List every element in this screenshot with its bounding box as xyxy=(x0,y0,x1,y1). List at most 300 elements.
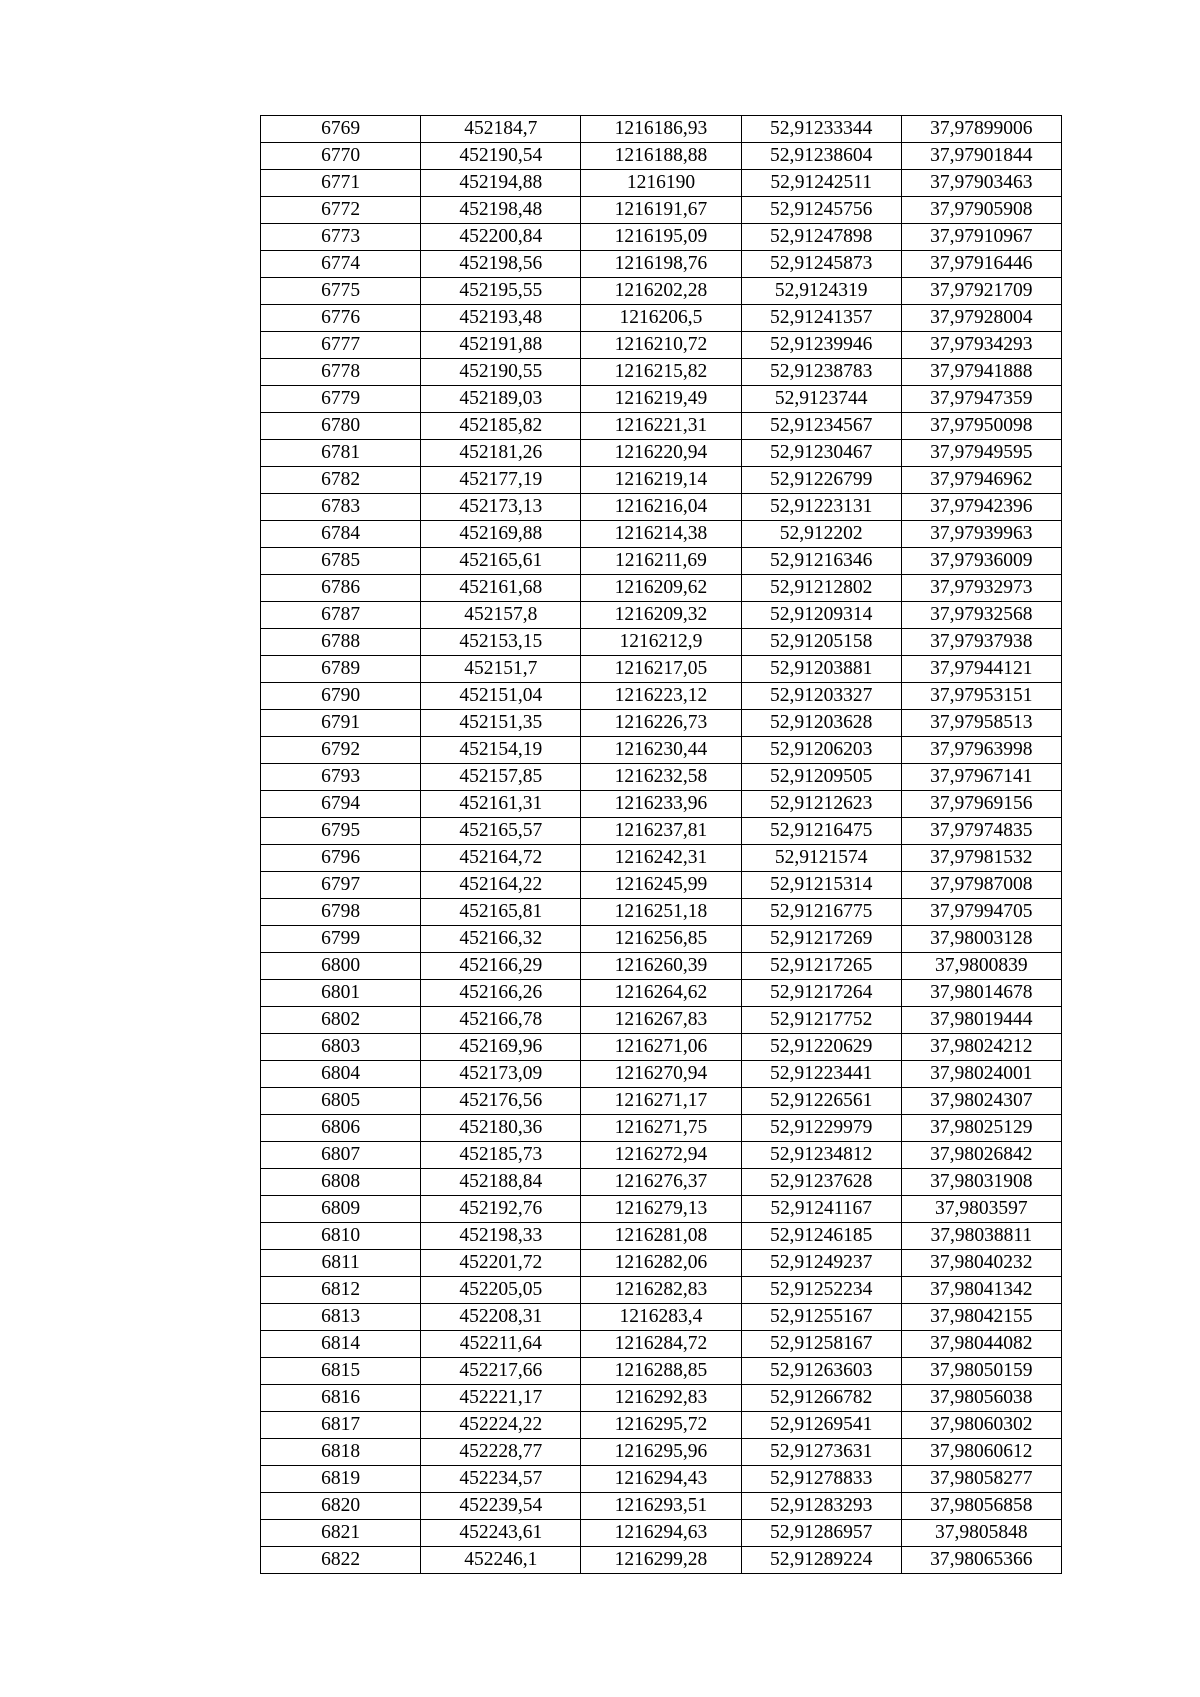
table-row xyxy=(261,980,1062,1007)
latitude-cell: 52,91220629 xyxy=(741,1034,901,1061)
latitude-cell: 52,91203327 xyxy=(741,683,901,710)
x-coordinate-cell: 452169,96 xyxy=(421,1034,581,1061)
latitude-cell: 52,91263603 xyxy=(741,1358,901,1385)
x-coordinate-cell: 452177,19 xyxy=(421,467,581,494)
table-row xyxy=(261,1520,1062,1547)
latitude-cell: 52,91234812 xyxy=(741,1142,901,1169)
point-number-cell: 6802 xyxy=(261,1007,421,1034)
longitude-cell: 37,98024212 xyxy=(901,1034,1061,1061)
table-row xyxy=(261,1277,1062,1304)
latitude-cell: 52,91216346 xyxy=(741,548,901,575)
table-row xyxy=(261,521,1062,548)
latitude-cell: 52,91245873 xyxy=(741,251,901,278)
table-row xyxy=(261,1358,1062,1385)
longitude-cell: 37,9805848 xyxy=(901,1520,1061,1547)
longitude-cell: 37,97953151 xyxy=(901,683,1061,710)
x-coordinate-cell: 452194,88 xyxy=(421,170,581,197)
point-number-cell: 6774 xyxy=(261,251,421,278)
y-coordinate-cell: 1216190 xyxy=(581,170,741,197)
y-coordinate-cell: 1216294,43 xyxy=(581,1466,741,1493)
longitude-cell: 37,97981532 xyxy=(901,845,1061,872)
point-number-cell: 6780 xyxy=(261,413,421,440)
longitude-cell: 37,97903463 xyxy=(901,170,1061,197)
x-coordinate-cell: 452185,73 xyxy=(421,1142,581,1169)
point-number-cell: 6797 xyxy=(261,872,421,899)
x-coordinate-cell: 452165,57 xyxy=(421,818,581,845)
latitude-cell: 52,91206203 xyxy=(741,737,901,764)
latitude-cell: 52,91223131 xyxy=(741,494,901,521)
x-coordinate-cell: 452239,54 xyxy=(421,1493,581,1520)
longitude-cell: 37,98031908 xyxy=(901,1169,1061,1196)
table-row xyxy=(261,1196,1062,1223)
x-coordinate-cell: 452180,36 xyxy=(421,1115,581,1142)
y-coordinate-cell: 1216276,37 xyxy=(581,1169,741,1196)
latitude-cell: 52,91217265 xyxy=(741,953,901,980)
table-row xyxy=(261,1115,1062,1142)
longitude-cell: 37,98014678 xyxy=(901,980,1061,1007)
y-coordinate-cell: 1216232,58 xyxy=(581,764,741,791)
latitude-cell: 52,9123744 xyxy=(741,386,901,413)
table-row xyxy=(261,1439,1062,1466)
table-row xyxy=(261,1466,1062,1493)
x-coordinate-cell: 452164,72 xyxy=(421,845,581,872)
point-number-cell: 6822 xyxy=(261,1547,421,1574)
table-row xyxy=(261,1493,1062,1520)
point-number-cell: 6777 xyxy=(261,332,421,359)
longitude-cell: 37,98044082 xyxy=(901,1331,1061,1358)
coordinates-table-body xyxy=(261,116,1062,1574)
point-number-cell: 6790 xyxy=(261,683,421,710)
longitude-cell: 37,98042155 xyxy=(901,1304,1061,1331)
x-coordinate-cell: 452154,19 xyxy=(421,737,581,764)
y-coordinate-cell: 1216211,69 xyxy=(581,548,741,575)
latitude-cell: 52,91241357 xyxy=(741,305,901,332)
longitude-cell: 37,98038811 xyxy=(901,1223,1061,1250)
table-row xyxy=(261,440,1062,467)
latitude-cell: 52,91234567 xyxy=(741,413,901,440)
longitude-cell: 37,97950098 xyxy=(901,413,1061,440)
point-number-cell: 6818 xyxy=(261,1439,421,1466)
latitude-cell: 52,9124319 xyxy=(741,278,901,305)
table-row xyxy=(261,1007,1062,1034)
latitude-cell: 52,91226561 xyxy=(741,1088,901,1115)
x-coordinate-cell: 452151,35 xyxy=(421,710,581,737)
longitude-cell: 37,97941888 xyxy=(901,359,1061,386)
longitude-cell: 37,98019444 xyxy=(901,1007,1061,1034)
y-coordinate-cell: 1216188,88 xyxy=(581,143,741,170)
longitude-cell: 37,98065366 xyxy=(901,1547,1061,1574)
point-number-cell: 6770 xyxy=(261,143,421,170)
latitude-cell: 52,91255167 xyxy=(741,1304,901,1331)
x-coordinate-cell: 452165,61 xyxy=(421,548,581,575)
x-coordinate-cell: 452151,04 xyxy=(421,683,581,710)
y-coordinate-cell: 1216295,96 xyxy=(581,1439,741,1466)
x-coordinate-cell: 452161,31 xyxy=(421,791,581,818)
table-row xyxy=(261,278,1062,305)
x-coordinate-cell: 452221,17 xyxy=(421,1385,581,1412)
latitude-cell: 52,91216475 xyxy=(741,818,901,845)
x-coordinate-cell: 452181,26 xyxy=(421,440,581,467)
point-number-cell: 6810 xyxy=(261,1223,421,1250)
latitude-cell: 52,91242511 xyxy=(741,170,901,197)
y-coordinate-cell: 1216220,94 xyxy=(581,440,741,467)
y-coordinate-cell: 1216284,72 xyxy=(581,1331,741,1358)
y-coordinate-cell: 1216294,63 xyxy=(581,1520,741,1547)
table-row xyxy=(261,1223,1062,1250)
latitude-cell: 52,91215314 xyxy=(741,872,901,899)
table-row xyxy=(261,332,1062,359)
latitude-cell: 52,91233344 xyxy=(741,116,901,143)
longitude-cell: 37,98040232 xyxy=(901,1250,1061,1277)
point-number-cell: 6778 xyxy=(261,359,421,386)
table-row xyxy=(261,602,1062,629)
table-row xyxy=(261,1547,1062,1574)
latitude-cell: 52,91258167 xyxy=(741,1331,901,1358)
table-row xyxy=(261,737,1062,764)
point-number-cell: 6779 xyxy=(261,386,421,413)
latitude-cell: 52,91269541 xyxy=(741,1412,901,1439)
point-number-cell: 6794 xyxy=(261,791,421,818)
longitude-cell: 37,97946962 xyxy=(901,467,1061,494)
y-coordinate-cell: 1216230,44 xyxy=(581,737,741,764)
y-coordinate-cell: 1216267,83 xyxy=(581,1007,741,1034)
point-number-cell: 6786 xyxy=(261,575,421,602)
y-coordinate-cell: 1216219,14 xyxy=(581,467,741,494)
longitude-cell: 37,97916446 xyxy=(901,251,1061,278)
y-coordinate-cell: 1216288,85 xyxy=(581,1358,741,1385)
y-coordinate-cell: 1216271,06 xyxy=(581,1034,741,1061)
latitude-cell: 52,91212802 xyxy=(741,575,901,602)
x-coordinate-cell: 452224,22 xyxy=(421,1412,581,1439)
y-coordinate-cell: 1216256,85 xyxy=(581,926,741,953)
x-coordinate-cell: 452198,33 xyxy=(421,1223,581,1250)
longitude-cell: 37,97901844 xyxy=(901,143,1061,170)
y-coordinate-cell: 1216198,76 xyxy=(581,251,741,278)
y-coordinate-cell: 1216237,81 xyxy=(581,818,741,845)
y-coordinate-cell: 1216299,28 xyxy=(581,1547,741,1574)
table-row xyxy=(261,224,1062,251)
latitude-cell: 52,91246185 xyxy=(741,1223,901,1250)
x-coordinate-cell: 452184,7 xyxy=(421,116,581,143)
point-number-cell: 6776 xyxy=(261,305,421,332)
longitude-cell: 37,9803597 xyxy=(901,1196,1061,1223)
longitude-cell: 37,97969156 xyxy=(901,791,1061,818)
y-coordinate-cell: 1216260,39 xyxy=(581,953,741,980)
x-coordinate-cell: 452166,29 xyxy=(421,953,581,980)
point-number-cell: 6795 xyxy=(261,818,421,845)
point-number-cell: 6800 xyxy=(261,953,421,980)
latitude-cell: 52,91239946 xyxy=(741,332,901,359)
table-row xyxy=(261,548,1062,575)
point-number-cell: 6771 xyxy=(261,170,421,197)
longitude-cell: 37,97944121 xyxy=(901,656,1061,683)
table-row xyxy=(261,413,1062,440)
y-coordinate-cell: 1216226,73 xyxy=(581,710,741,737)
table-row xyxy=(261,386,1062,413)
table-row xyxy=(261,1304,1062,1331)
point-number-cell: 6791 xyxy=(261,710,421,737)
longitude-cell: 37,98060612 xyxy=(901,1439,1061,1466)
point-number-cell: 6782 xyxy=(261,467,421,494)
x-coordinate-cell: 452151,7 xyxy=(421,656,581,683)
y-coordinate-cell: 1216245,99 xyxy=(581,872,741,899)
longitude-cell: 37,97987008 xyxy=(901,872,1061,899)
latitude-cell: 52,91278833 xyxy=(741,1466,901,1493)
x-coordinate-cell: 452246,1 xyxy=(421,1547,581,1574)
table-row xyxy=(261,953,1062,980)
y-coordinate-cell: 1216271,17 xyxy=(581,1088,741,1115)
latitude-cell: 52,91217264 xyxy=(741,980,901,1007)
point-number-cell: 6807 xyxy=(261,1142,421,1169)
latitude-cell: 52,91209505 xyxy=(741,764,901,791)
x-coordinate-cell: 452190,54 xyxy=(421,143,581,170)
longitude-cell: 37,97928004 xyxy=(901,305,1061,332)
latitude-cell: 52,91273631 xyxy=(741,1439,901,1466)
longitude-cell: 37,98056038 xyxy=(901,1385,1061,1412)
point-number-cell: 6808 xyxy=(261,1169,421,1196)
table-row xyxy=(261,170,1062,197)
x-coordinate-cell: 452211,64 xyxy=(421,1331,581,1358)
latitude-cell: 52,91226799 xyxy=(741,467,901,494)
table-row xyxy=(261,575,1062,602)
point-number-cell: 6811 xyxy=(261,1250,421,1277)
y-coordinate-cell: 1216219,49 xyxy=(581,386,741,413)
latitude-cell: 52,91249237 xyxy=(741,1250,901,1277)
y-coordinate-cell: 1216210,72 xyxy=(581,332,741,359)
y-coordinate-cell: 1216283,4 xyxy=(581,1304,741,1331)
y-coordinate-cell: 1216233,96 xyxy=(581,791,741,818)
latitude-cell: 52,91241167 xyxy=(741,1196,901,1223)
point-number-cell: 6787 xyxy=(261,602,421,629)
point-number-cell: 6814 xyxy=(261,1331,421,1358)
latitude-cell: 52,91230467 xyxy=(741,440,901,467)
latitude-cell: 52,91209314 xyxy=(741,602,901,629)
table-row xyxy=(261,251,1062,278)
point-number-cell: 6781 xyxy=(261,440,421,467)
table-row xyxy=(261,1061,1062,1088)
table-row xyxy=(261,1142,1062,1169)
latitude-cell: 52,91245756 xyxy=(741,197,901,224)
table-row xyxy=(261,683,1062,710)
table-row xyxy=(261,791,1062,818)
point-number-cell: 6805 xyxy=(261,1088,421,1115)
longitude-cell: 37,97910967 xyxy=(901,224,1061,251)
latitude-cell: 52,912202 xyxy=(741,521,901,548)
latitude-cell: 52,91217752 xyxy=(741,1007,901,1034)
point-number-cell: 6799 xyxy=(261,926,421,953)
point-number-cell: 6817 xyxy=(261,1412,421,1439)
latitude-cell: 52,91217269 xyxy=(741,926,901,953)
point-number-cell: 6820 xyxy=(261,1493,421,1520)
y-coordinate-cell: 1216217,05 xyxy=(581,656,741,683)
table-row xyxy=(261,1385,1062,1412)
table-row xyxy=(261,1412,1062,1439)
longitude-cell: 37,97936009 xyxy=(901,548,1061,575)
x-coordinate-cell: 452166,32 xyxy=(421,926,581,953)
latitude-cell: 52,91212623 xyxy=(741,791,901,818)
table-row xyxy=(261,629,1062,656)
y-coordinate-cell: 1216209,32 xyxy=(581,602,741,629)
latitude-cell: 52,91238604 xyxy=(741,143,901,170)
longitude-cell: 37,98056858 xyxy=(901,1493,1061,1520)
longitude-cell: 37,97932568 xyxy=(901,602,1061,629)
longitude-cell: 37,98058277 xyxy=(901,1466,1061,1493)
y-coordinate-cell: 1216186,93 xyxy=(581,116,741,143)
x-coordinate-cell: 452189,03 xyxy=(421,386,581,413)
longitude-cell: 37,98060302 xyxy=(901,1412,1061,1439)
latitude-cell: 52,91229979 xyxy=(741,1115,901,1142)
y-coordinate-cell: 1216293,51 xyxy=(581,1493,741,1520)
x-coordinate-cell: 452153,15 xyxy=(421,629,581,656)
table-row xyxy=(261,197,1062,224)
y-coordinate-cell: 1216292,83 xyxy=(581,1385,741,1412)
latitude-cell: 52,91203881 xyxy=(741,656,901,683)
table-row xyxy=(261,764,1062,791)
point-number-cell: 6812 xyxy=(261,1277,421,1304)
table-row xyxy=(261,305,1062,332)
point-number-cell: 6813 xyxy=(261,1304,421,1331)
y-coordinate-cell: 1216191,67 xyxy=(581,197,741,224)
x-coordinate-cell: 452166,78 xyxy=(421,1007,581,1034)
table-row xyxy=(261,656,1062,683)
point-number-cell: 6803 xyxy=(261,1034,421,1061)
point-number-cell: 6821 xyxy=(261,1520,421,1547)
longitude-cell: 37,97967141 xyxy=(901,764,1061,791)
table-row xyxy=(261,1088,1062,1115)
y-coordinate-cell: 1216251,18 xyxy=(581,899,741,926)
x-coordinate-cell: 452188,84 xyxy=(421,1169,581,1196)
latitude-cell: 52,91223441 xyxy=(741,1061,901,1088)
x-coordinate-cell: 452205,05 xyxy=(421,1277,581,1304)
x-coordinate-cell: 452157,85 xyxy=(421,764,581,791)
point-number-cell: 6804 xyxy=(261,1061,421,1088)
x-coordinate-cell: 452198,56 xyxy=(421,251,581,278)
table-row xyxy=(261,818,1062,845)
longitude-cell: 37,97963998 xyxy=(901,737,1061,764)
point-number-cell: 6789 xyxy=(261,656,421,683)
x-coordinate-cell: 452166,26 xyxy=(421,980,581,1007)
point-number-cell: 6806 xyxy=(261,1115,421,1142)
x-coordinate-cell: 452198,48 xyxy=(421,197,581,224)
y-coordinate-cell: 1216270,94 xyxy=(581,1061,741,1088)
y-coordinate-cell: 1216242,31 xyxy=(581,845,741,872)
y-coordinate-cell: 1216295,72 xyxy=(581,1412,741,1439)
point-number-cell: 6801 xyxy=(261,980,421,1007)
y-coordinate-cell: 1216279,13 xyxy=(581,1196,741,1223)
table-row xyxy=(261,359,1062,386)
latitude-cell: 52,91252234 xyxy=(741,1277,901,1304)
longitude-cell: 37,97942396 xyxy=(901,494,1061,521)
table-row xyxy=(261,467,1062,494)
longitude-cell: 37,97974835 xyxy=(901,818,1061,845)
table-row xyxy=(261,1169,1062,1196)
x-coordinate-cell: 452164,22 xyxy=(421,872,581,899)
longitude-cell: 37,97949595 xyxy=(901,440,1061,467)
x-coordinate-cell: 452190,55 xyxy=(421,359,581,386)
point-number-cell: 6809 xyxy=(261,1196,421,1223)
y-coordinate-cell: 1216264,62 xyxy=(581,980,741,1007)
x-coordinate-cell: 452169,88 xyxy=(421,521,581,548)
longitude-cell: 37,97947359 xyxy=(901,386,1061,413)
y-coordinate-cell: 1216282,06 xyxy=(581,1250,741,1277)
y-coordinate-cell: 1216223,12 xyxy=(581,683,741,710)
longitude-cell: 37,97994705 xyxy=(901,899,1061,926)
table-row xyxy=(261,116,1062,143)
table-row xyxy=(261,1331,1062,1358)
y-coordinate-cell: 1216215,82 xyxy=(581,359,741,386)
x-coordinate-cell: 452165,81 xyxy=(421,899,581,926)
point-number-cell: 6772 xyxy=(261,197,421,224)
x-coordinate-cell: 452234,57 xyxy=(421,1466,581,1493)
x-coordinate-cell: 452228,77 xyxy=(421,1439,581,1466)
longitude-cell: 37,98024001 xyxy=(901,1061,1061,1088)
x-coordinate-cell: 452201,72 xyxy=(421,1250,581,1277)
y-coordinate-cell: 1216271,75 xyxy=(581,1115,741,1142)
point-number-cell: 6816 xyxy=(261,1385,421,1412)
table-row xyxy=(261,1034,1062,1061)
point-number-cell: 6775 xyxy=(261,278,421,305)
table-row xyxy=(261,143,1062,170)
latitude-cell: 52,91266782 xyxy=(741,1385,901,1412)
longitude-cell: 37,97939963 xyxy=(901,521,1061,548)
latitude-cell: 52,91283293 xyxy=(741,1493,901,1520)
y-coordinate-cell: 1216282,83 xyxy=(581,1277,741,1304)
table-row xyxy=(261,899,1062,926)
x-coordinate-cell: 452173,09 xyxy=(421,1061,581,1088)
y-coordinate-cell: 1216202,28 xyxy=(581,278,741,305)
point-number-cell: 6792 xyxy=(261,737,421,764)
y-coordinate-cell: 1216221,31 xyxy=(581,413,741,440)
table-row xyxy=(261,1250,1062,1277)
y-coordinate-cell: 1216281,08 xyxy=(581,1223,741,1250)
point-number-cell: 6769 xyxy=(261,116,421,143)
longitude-cell: 37,97932973 xyxy=(901,575,1061,602)
latitude-cell: 52,9121574 xyxy=(741,845,901,872)
latitude-cell: 52,91216775 xyxy=(741,899,901,926)
longitude-cell: 37,98050159 xyxy=(901,1358,1061,1385)
point-number-cell: 6784 xyxy=(261,521,421,548)
latitude-cell: 52,91247898 xyxy=(741,224,901,251)
point-number-cell: 6783 xyxy=(261,494,421,521)
coordinates-table xyxy=(260,115,1062,1574)
table-row xyxy=(261,845,1062,872)
latitude-cell: 52,91289224 xyxy=(741,1547,901,1574)
point-number-cell: 6785 xyxy=(261,548,421,575)
x-coordinate-cell: 452243,61 xyxy=(421,1520,581,1547)
latitude-cell: 52,91237628 xyxy=(741,1169,901,1196)
table-row xyxy=(261,926,1062,953)
point-number-cell: 6815 xyxy=(261,1358,421,1385)
x-coordinate-cell: 452176,56 xyxy=(421,1088,581,1115)
x-coordinate-cell: 452193,48 xyxy=(421,305,581,332)
y-coordinate-cell: 1216216,04 xyxy=(581,494,741,521)
y-coordinate-cell: 1216214,38 xyxy=(581,521,741,548)
longitude-cell: 37,98003128 xyxy=(901,926,1061,953)
point-number-cell: 6773 xyxy=(261,224,421,251)
x-coordinate-cell: 452157,8 xyxy=(421,602,581,629)
x-coordinate-cell: 452191,88 xyxy=(421,332,581,359)
point-number-cell: 6819 xyxy=(261,1466,421,1493)
x-coordinate-cell: 452200,84 xyxy=(421,224,581,251)
x-coordinate-cell: 452173,13 xyxy=(421,494,581,521)
table-row xyxy=(261,710,1062,737)
latitude-cell: 52,91203628 xyxy=(741,710,901,737)
y-coordinate-cell: 1216272,94 xyxy=(581,1142,741,1169)
longitude-cell: 37,98024307 xyxy=(901,1088,1061,1115)
point-number-cell: 6796 xyxy=(261,845,421,872)
longitude-cell: 37,97921709 xyxy=(901,278,1061,305)
longitude-cell: 37,97899006 xyxy=(901,116,1061,143)
